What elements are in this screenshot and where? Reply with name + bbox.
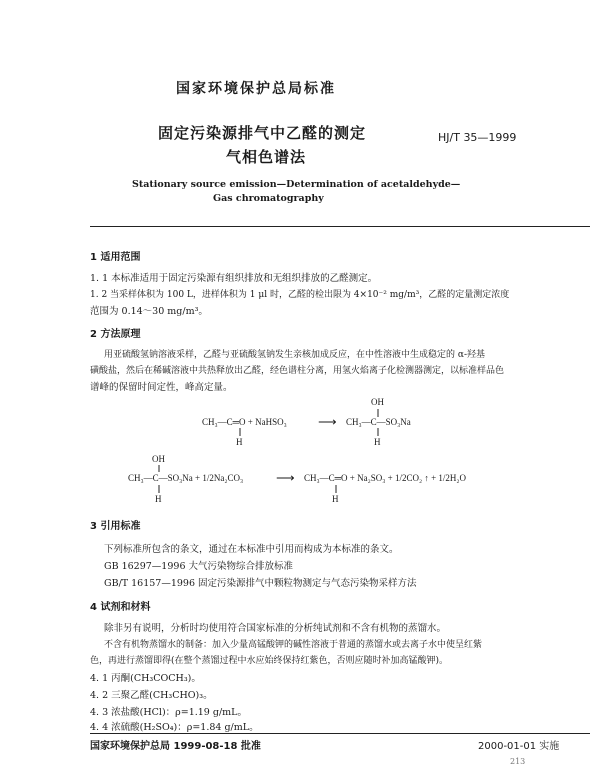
section1-heading: 1 适用范围	[90, 252, 141, 263]
clause-1-1: 1. 1 本标准适用于固定污染源有组织排放和无组织排放的乙醛测定。	[90, 273, 378, 284]
english-title-line1: Stationary source emission—Determination of acetaldehyde—	[132, 179, 461, 190]
reaction2-h-right: H	[332, 494, 339, 504]
footer-divider	[90, 733, 590, 734]
principle-line1: 用亚硫酸氢钠溶液采样，乙醛与亚硫酸氢钠发生亲核加成反应，在中性溶液中生成稳定的 α-羟基	[104, 350, 485, 360]
reaction1-arrow: ⟶	[318, 414, 337, 429]
reaction2-product: CH₃—C═O + Na₂SO₃ + 1/2CO₂ ↑ + 1/2H₂O	[304, 473, 467, 483]
reaction2-arrow: ⟶	[276, 470, 295, 485]
item-4-1: 4. 1 丙酮(CH₃COCH₃)。	[90, 673, 201, 684]
reference-gbt16157: GB/T 16157—1996 固定污染源排气中颗粒物测定与气态污染物采样方法	[104, 578, 417, 589]
clause-1-2-cont: 范围为 0.14～30 mg/m³。	[90, 306, 208, 317]
water-prep-line2: 色，再进行蒸馏即得(在整个蒸馏过程中水应始终保持红紫色，否则应随时补加高锰酸钾)。	[90, 656, 449, 666]
item-4-2: 4. 2 三聚乙醛(CH₃CHO)₃。	[90, 690, 213, 701]
title-line2: 气相色谱法	[226, 148, 307, 166]
item-4-3: 4. 3 浓盐酸(HCl)：ρ=1.19 g/mL。	[90, 707, 247, 718]
implementation-date: 2000-01-01 实施	[478, 741, 560, 752]
title-line1: 固定污染源排气中乙醛的测定	[158, 124, 367, 142]
english-title-line2: Gas chromatography	[213, 193, 324, 204]
section4-heading: 4 试剂和材料	[90, 602, 151, 613]
reaction2-oh: OH	[152, 454, 165, 464]
reference-gb16297: GB 16297—1996 大气污染物综合排放标准	[104, 561, 294, 572]
section2-heading: 2 方法原理	[90, 329, 141, 340]
reaction1-reactant: CH₃—C═O + NaHSO₃	[202, 417, 287, 427]
reaction1-oh: OH	[371, 397, 384, 407]
reaction1-h-right: H	[374, 437, 381, 447]
standard-code: HJ/T 35—1999	[438, 131, 517, 144]
reaction1-product: CH₃—C—SO₃Na	[346, 417, 411, 427]
clause-1-2: 1. 2 当采样体积为 100 L，进样体积为 1 μl 时，乙醛的检出限为 4×10⁻² mg/m³，乙醛的定量测定浓度	[90, 290, 510, 300]
reaction2-h-left: H	[155, 494, 162, 504]
page-number: 213	[510, 757, 526, 766]
reagents-note: 除非另有说明，分析时均使用符合国家标准的分析纯试剂和不含有机物的蒸馏水。	[104, 623, 447, 634]
agency-header: 国家环境保护总局标准	[176, 81, 336, 97]
section3-heading: 3 引用标准	[90, 521, 141, 532]
principle-line3: 谱峰的保留时间定性，峰高定量。	[90, 382, 233, 393]
references-intro: 下列标准所包含的条文，通过在本标准中引用而构成为本标准的条文。	[104, 544, 399, 555]
approval-line: 国家环境保护总局 1999-08-18 批准	[90, 741, 261, 752]
reaction1-h-left: H	[236, 437, 243, 447]
item-4-4: 4. 4 浓硫酸(H₂SO₄)：ρ=1.84 g/mL。	[90, 722, 259, 733]
water-prep-line1: 不含有机物蒸馏水的制备：加入少量高锰酸钾的碱性溶液于普通的蒸馏水或去离子水中使呈红紫	[104, 640, 483, 650]
reaction2-reactant: CH₃—C—SO₃Na + 1/2Na₂CO₃	[128, 473, 244, 483]
principle-line2: 磺酸盐，然后在稀碱溶液中共热释放出乙醛，经色谱柱分离，用氢火焰离子化检测器测定，以标准样品色	[90, 366, 505, 376]
